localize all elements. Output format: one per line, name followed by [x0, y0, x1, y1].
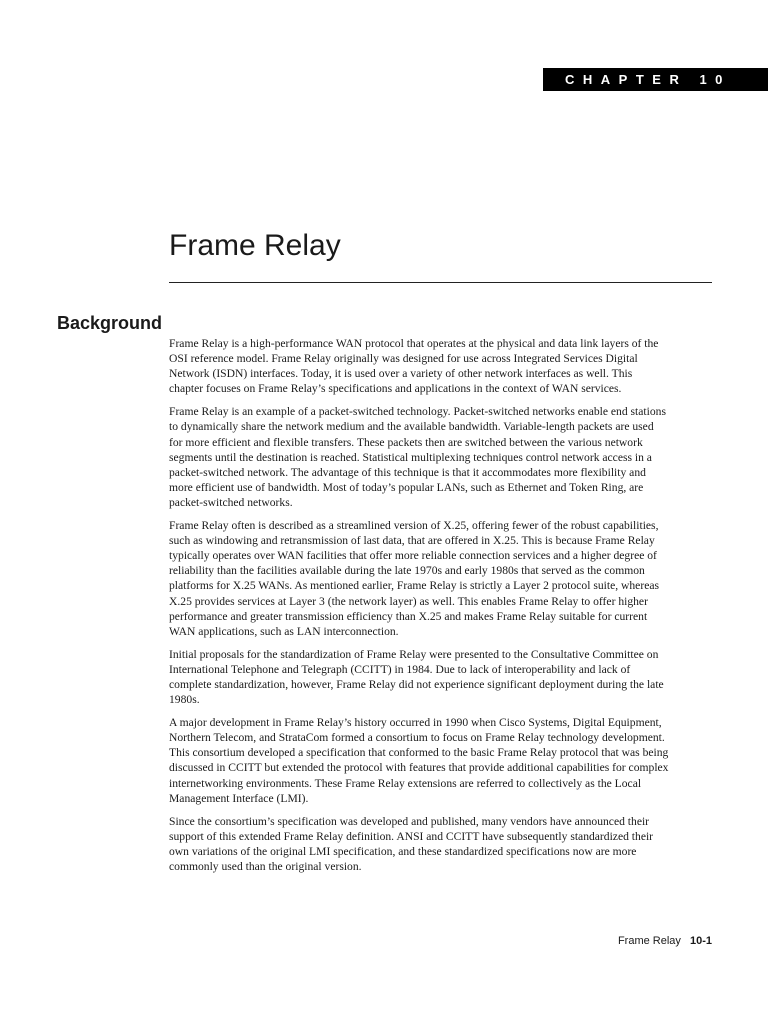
- paragraph-2: Frame Relay is an example of a packet-switched technology. Packet-switched networks enable end stations to dynamically share the network medium and the available bandwidth. Variable-length packets are used for more efficient and flexible transfers. These packets then are switched between the various network segments until the destination is reached. Statistical multiplexing techniques control network access in a packet-switched network. The advantage of this technique is that it accommodates more flexibility and more efficient use of bandwidth. Most of today’s popular LANs, such as Ethernet and Token Ring, are packet-switched networks.: [169, 405, 666, 509]
- body-text: [169, 336, 669, 882]
- page-title: Frame Relay: [169, 229, 341, 262]
- paragraph-6: Since the consortium’s specification was developed and published, many vendors have announced their support of this extended Frame Relay definition. ANSI and CCITT have subsequently standardized their own variations of the original LMI specification, and these standardized specifications now are more commonly used than the original version.: [169, 814, 654, 873]
- paragraph-3: Frame Relay often is described as a streamlined version of X.25, offering fewer of the robust capabilities, such as windowing and retransmission of last data, that are offered in X.25. This is because Frame Relay typically operates over WAN facilities that offer more reliable connection services and a higher degree of reliability than the facilities available during the late 1970s and early 1980s that served as the common platforms for X.25 WANs. As mentioned earlier, Frame Relay is strictly a Layer 2 protocol suite, whereas X.25 provides services at Layer 3 (the network layer) as well. This enables Frame Relay to offer higher performance and greater transmission efficiency than X.25 and makes Frame Relay suitable for current WAN applications, such as LAN interconnection.: [169, 519, 659, 638]
- title-divider: [169, 282, 712, 283]
- page-number: 10-1: [689, 935, 712, 947]
- section-heading: Background: [57, 313, 163, 333]
- page-footer: [618, 934, 712, 948]
- paragraph-5: A major development in Frame Relay’s history occurred in 1990 when Cisco Systems, Digital Equipment, Northern Telecom, and StrataCom formed a consortium to focus on Frame Relay technology development. This consortium developed a specification that conformed to the basic Frame Relay protocol that was being discussed in CCITT but extended the protocol with features that provide additional capabilities for complex internetworking environments. These Frame Relay extensions are referred to collectively as the Local Management Interface (LMI).: [169, 716, 669, 805]
- running-title: Frame Relay: [617, 935, 681, 947]
- chapter-banner: CHAPTER 10: [543, 68, 768, 91]
- paragraph-1: Frame Relay is a high-performance WAN protocol that operates at the physical and data link layers of the OSI reference model. Frame Relay originally was designed for use across Integrated Services Digital Network (ISDN) interfaces. Today, it is used over a variety of other network interfaces as well. This chapter focuses on Frame Relay’s specifications and applications in the context of WAN services.: [169, 337, 659, 396]
- paragraph-4: Initial proposals for the standardization of Frame Relay were presented to the Consultative Committee on International Telephone and Telegraph (CCITT) in 1984. Due to lack of interoperability and lack of complete standardization, however, Frame Relay did not experience significant deployment during the late 1980s.: [169, 647, 664, 707]
